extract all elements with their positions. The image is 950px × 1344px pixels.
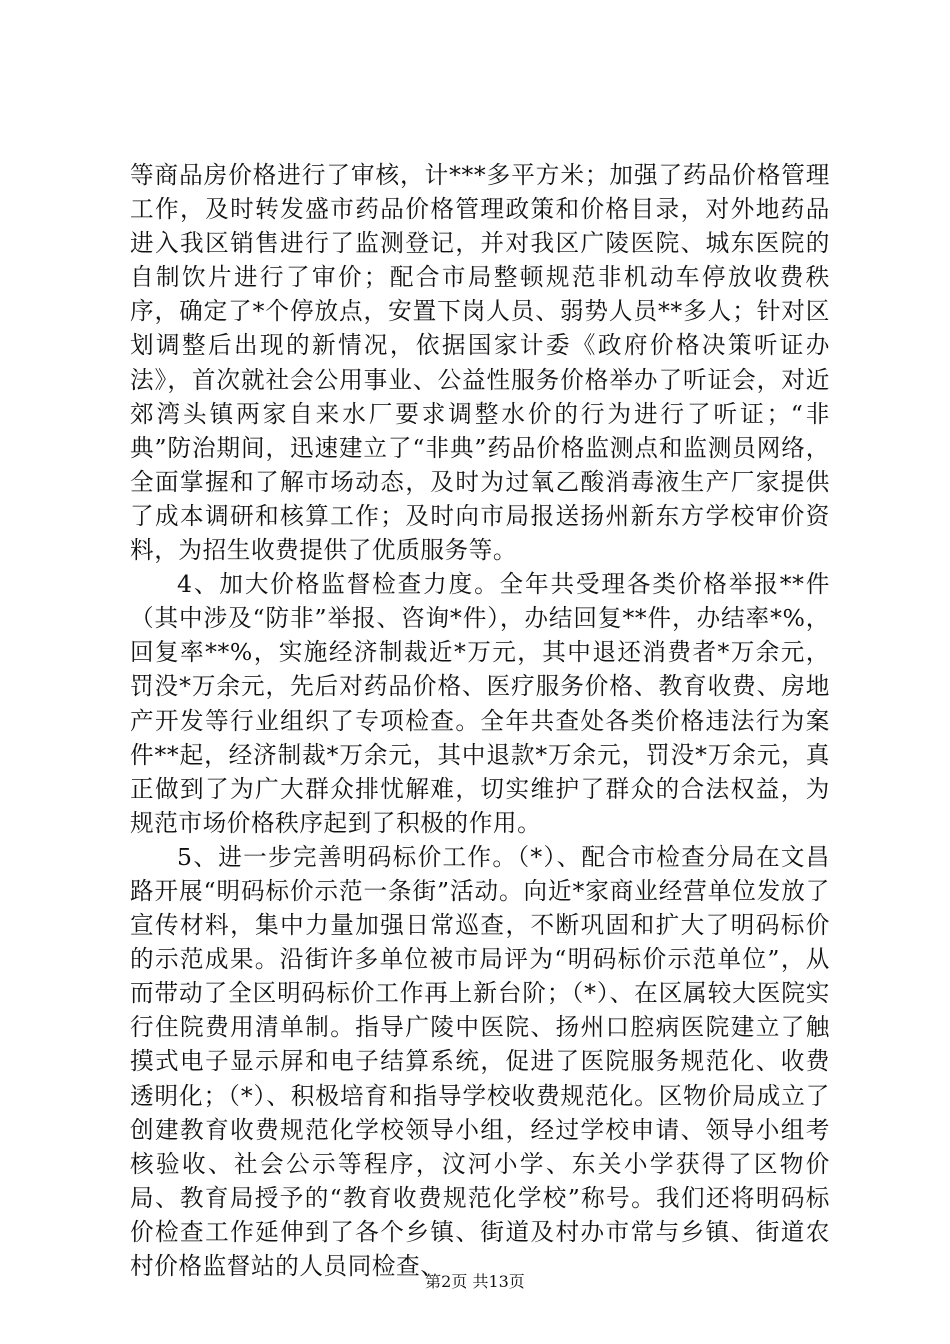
paragraph-3: 5、进一步完善明码标价工作。（*）、配合市检查分局在文昌路开展“明码标价示范一条街”活动。向近*家商业经营单位发放了宣传材料，集中力量加强日常巡查，不断巩固和扩大了明码标价的示范成果。沿街许多单位被市局评为“明码标价示范单位”，从而带动了全区明码标价工作再上新台阶；（*）、在区属较大医院实行住院费用清单制。指导广陵中医院、扬州口腔病医院建立了触摸式电子显示屏和电子结算系统，促进了医院服务规范化、收费透明化；（*）、积极培育和指导学校收费规范化。区物价局成立了创建教育收费规范化学校领导小组，经过学校申请、领导小组考核验收、社会公示等程序，汶河小学、东关小学获得了区物价局、教育局授予的“教育收费规范化学校”称号。我们还将明码标价检查工作延伸到了各个乡镇、街道及村办市常与乡镇、街道农村价格监督站的人员同检查、 xyxy=(130,842,830,1280)
paragraph-2: 4、加大价格监督检查力度。全年共受理各类价格举报**件（其中涉及“防非”举报、咨询*件），办结回复**件，办结率*%，回复率**%，实施经济制裁近*万元，其中退还消费者*万余元，罚没*万余元，先后对药品价格、医疗服务价格、教育收费、房地产开发等行业组织了专项检查。全年共查处各类价格违法行为案件**起，经济制裁*万余元，其中退款*万余元，罚没*万余元，真正做到了为广大群众排忧解难，切实维护了群众的合法权益，为规范市场价格秩序起到了积极的作用。 xyxy=(130,570,830,837)
paragraph-1: 等商品房价格进行了审核，计***多平方米；加强了药品价格管理工作，及时转发盛市药品价格管理政策和价格目录，对外地药品进入我区销售进行了监测登记，并对我区广陵医院、城东医院的自制饮片进行了审价；配合市局整顿规范非机动车停放收费秩序，确定了*个停放点，安置下岗人员、弱势人员**多人；针对区划调整后出现的新情况，依据国家计委《政府价格决策听证办法》，首次就社会公用事业、公益性服务价格举办了听证会，对近郊湾头镇两家自来水厂要求调整水价的行为进行了听证；“非典”防治期间，迅速建立了“非典”药品价格监测点和监测员网络，全面掌握和了解市场动态，及时为过氧乙酸消毒液生产厂家提供了成本调研和核算工作；及时向市局报送扬州新东方学校审价资料，为招生收费提供了优质服务等。 xyxy=(130,161,830,565)
page-number-footer: 第2页 共13页 xyxy=(425,1272,525,1291)
document-body xyxy=(130,158,830,1283)
